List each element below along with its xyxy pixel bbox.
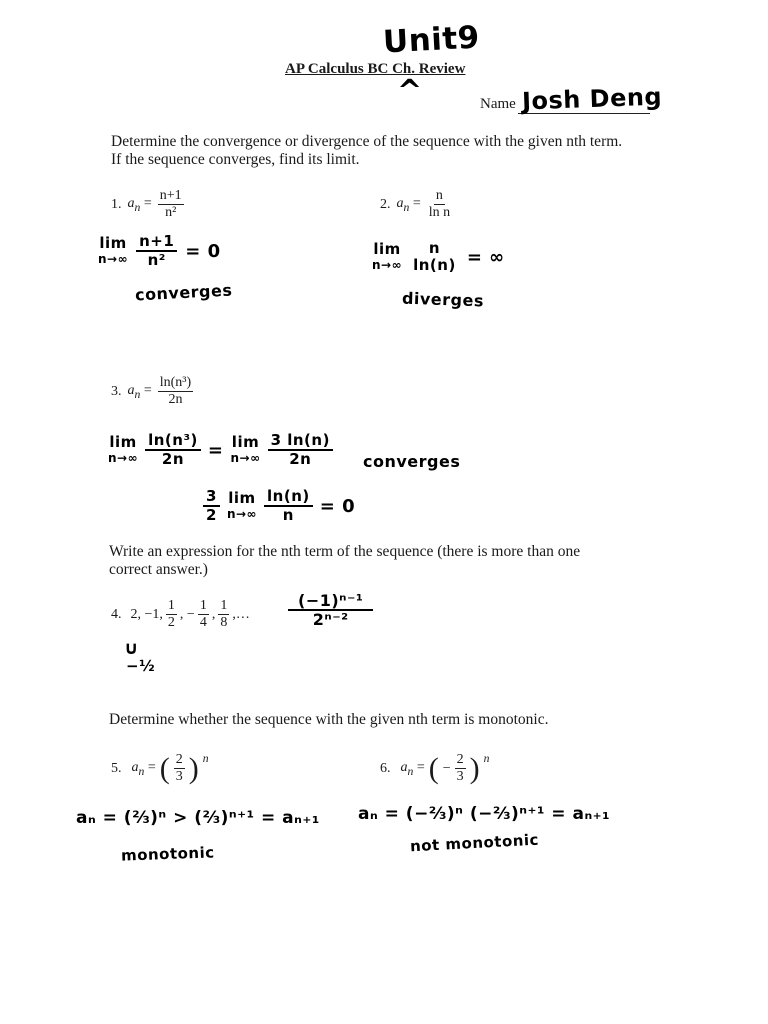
problem-2 [380,188,452,221]
problem-4-note-mark: ∪ [124,638,140,659]
problem-4: 4. 2, −1, $\frac{1}{2}$ , − $\frac{1}{4}$ , $\frac{1}{8}$ ,… [111,598,250,630]
formula-fraction [158,375,193,408]
fraction-denominator: ln n [428,205,451,220]
work-result: = 0 [185,240,221,262]
instructions-line: Determine the convergence or divergence of the sequence with the given nth term. [111,133,623,150]
answer-fraction: $\frac{\text{(−1)ⁿ⁻¹}}{\text{2ⁿ⁻²}}$ [288,592,373,628]
unit-scrawl: Unit9 [382,19,481,61]
problem-5-answer: monotonic [120,843,215,865]
ellipsis: ,… [232,606,250,622]
work-result: = 0 [319,495,356,517]
limit-notation: lim n→∞ [372,240,403,272]
problem-number: 2. [380,196,391,212]
instructions-section-2 [109,543,689,579]
work-fraction: $\frac{\text{ln(n³)}}{2n}$ [145,432,201,468]
fraction-denominator: n² [165,205,177,220]
instructions-line: Write an expression for the nth term of the sequence (there is more than one [109,543,581,560]
problem-number: 4. [111,606,122,622]
problem-2-work [372,240,505,274]
instructions-section-3 [109,711,689,729]
limit-notation: lim n→∞ [226,489,258,521]
fraction-numerator: n [435,188,443,203]
term-fraction: $\frac{1}{4}$ [199,598,207,630]
instructions-line: Determine whether the sequence with the given nth term is monotonic. [109,711,549,728]
work-fraction: $\frac{3 \ln(n)}{2n}$ [268,432,333,468]
problem-6: 6. $a_n$ = ( − $\frac{2}{3}$ ) $^n$ [380,751,490,785]
term-fraction: $\frac{1}{2}$ [167,598,175,630]
formula-fraction [158,188,184,221]
limit-notation: lim n→∞ [230,433,261,465]
problem-3-work-line-2 [203,488,355,524]
work-fraction: $\frac{\ln(n)}{n}$ [264,488,313,524]
problem-number: 3. [111,383,122,399]
fraction-numerator: ln(n³) [159,375,192,390]
instructions-line: correct answer.) [109,561,208,578]
fraction-numerator: n+1 [159,188,182,203]
problem-4-answer [288,592,373,628]
work-fraction: n ln(n) [413,239,456,274]
problem-4-note-value: −½ [126,657,156,675]
problem-1 [111,188,184,221]
problem-5-work: aₙ = (⅔)ⁿ > (⅔)ⁿ⁺¹ = aₙ₊₁ [76,808,320,828]
base-fraction: $\frac{2}{3}$ [175,752,183,784]
base-fraction: $\frac{2}{3}$ [456,752,464,784]
problem-3-work-line-1 [108,432,333,468]
limit-notation: lim n→∞ [98,234,129,266]
instructions-line: If the sequence converges, find its limit. [111,151,360,168]
problem-number: 1. [111,196,122,212]
sequence-term: $a_n$ = [127,382,152,401]
problem-number: 6. [380,760,391,776]
worksheet-title: AP Calculus BC Ch. Review [285,61,466,77]
limit-notation: lim n→∞ [108,433,139,465]
student-name: Josh Deng [521,82,663,116]
problem-3-answer: converges [363,452,461,471]
problem-1-work [98,233,221,269]
equals-sign: = [207,439,224,461]
sequence-term: $a_n$ = [396,195,421,214]
fraction-denominator: 2n [168,392,183,407]
sequence-terms-start: 2, −1, [130,606,163,622]
problem-6-work: aₙ = (−⅔)ⁿ (−⅔)ⁿ⁺¹ = aₙ₊₁ [358,804,611,824]
work-result: = ∞ [466,246,505,268]
exponent: n [202,752,209,765]
instructions-section-1 [111,133,671,169]
problem-3 [111,375,193,408]
name-label: Name [480,96,516,112]
coefficient-fraction: $\frac{3}{2}$ [203,488,220,524]
work-fraction: $\frac{n+1}{\text{n²}}$ [136,233,177,269]
problem-5: 5. $a_n$ = ( $\frac{2}{3}$ ) $^n$ [111,751,209,785]
problem-1-answer: converges [134,280,233,305]
sequence-term: $a_n$ = [127,195,152,214]
sequence-term: $a_n$ = [131,759,156,778]
formula-fraction [427,188,452,221]
exponent: n [483,752,490,765]
problem-number: 5. [111,760,122,776]
sequence-term: $a_n$ = [400,759,425,778]
term-fraction: $\frac{1}{8}$ [220,598,228,630]
negative-sign: − [442,760,451,776]
problem-2-answer: diverges [401,288,485,311]
insertion-caret: ^ [397,74,423,109]
problem-6-answer: not monotonic [409,830,540,856]
